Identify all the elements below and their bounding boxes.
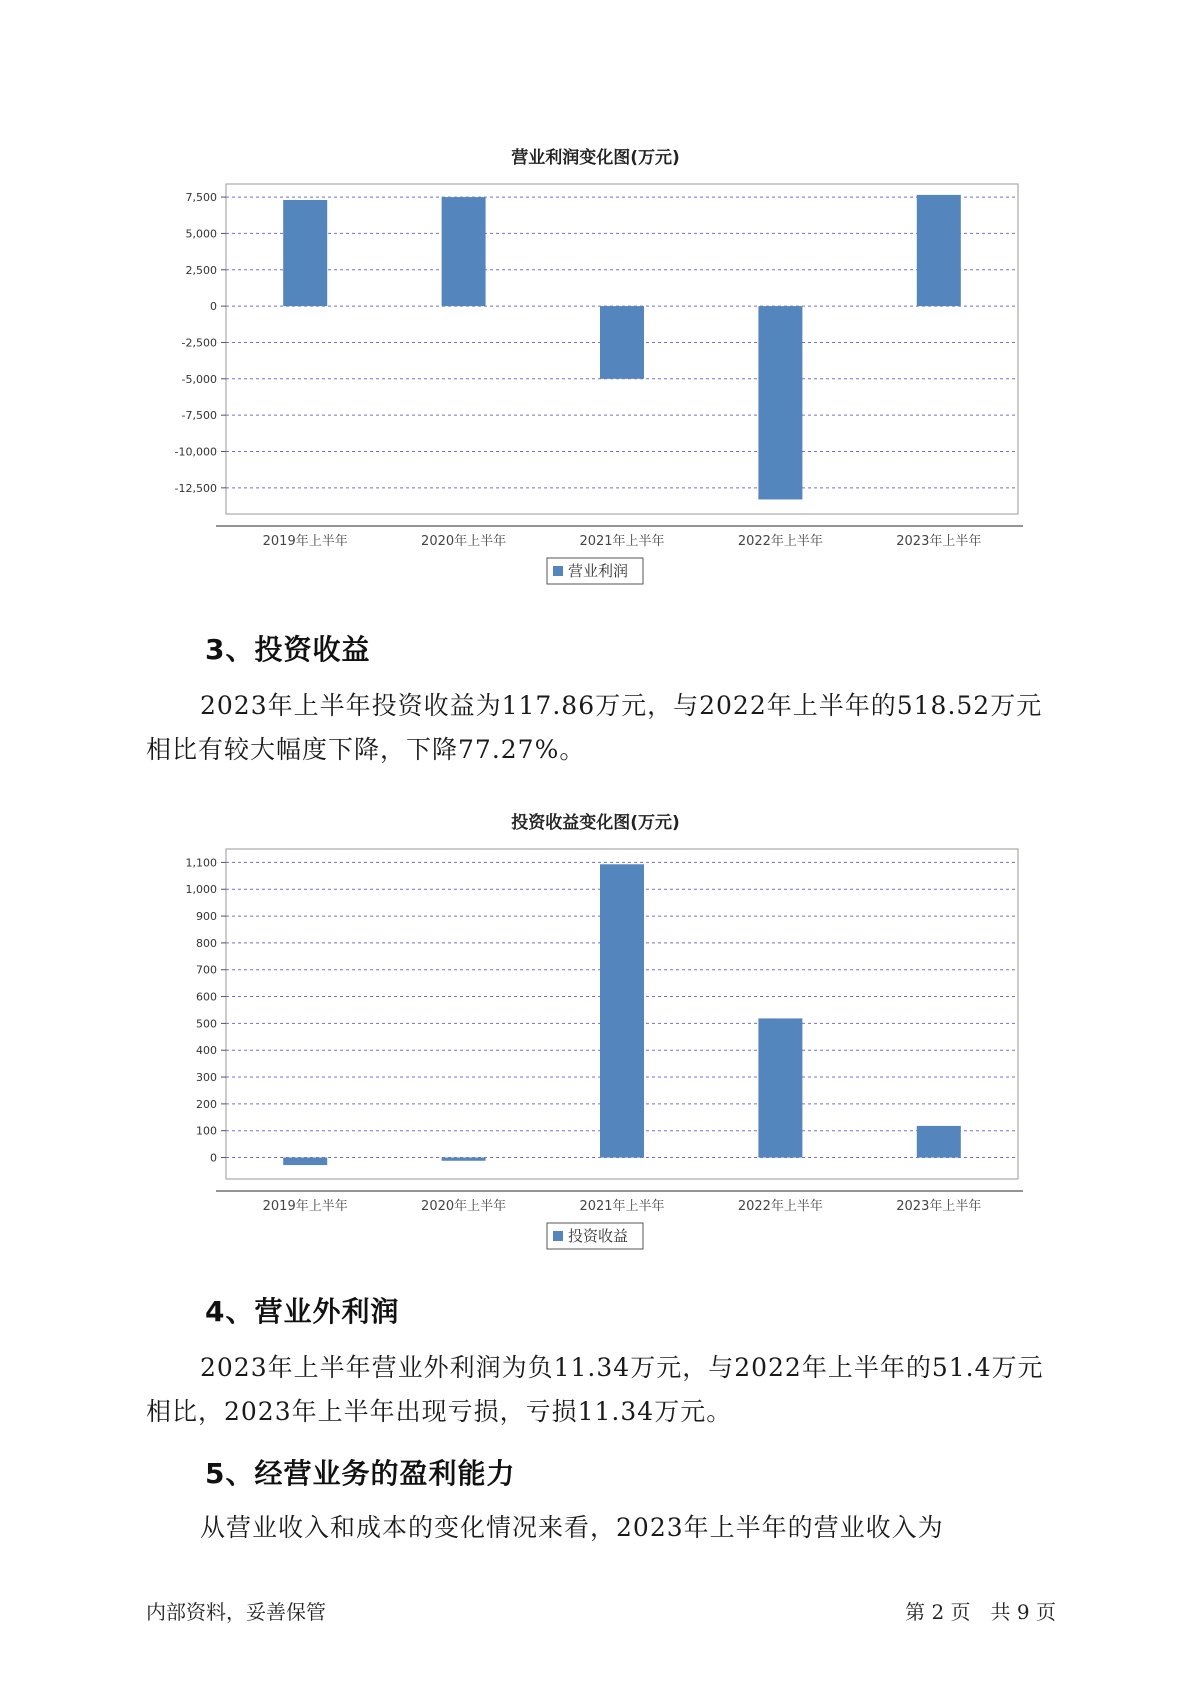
bar-2021年上半年 bbox=[600, 864, 644, 1157]
y-tick-label: -10,000 bbox=[174, 445, 217, 459]
y-tick-label: 200 bbox=[196, 1097, 217, 1111]
y-tick-label: 400 bbox=[196, 1044, 217, 1058]
section-paragraph-non-operating-profit bbox=[146, 1346, 1076, 1434]
y-tick-label: -12,500 bbox=[174, 481, 217, 495]
paragraph-line: 从营业收入和成本的变化情况来看，2023年上半年的营业收入为 bbox=[200, 1513, 944, 1542]
y-tick-label: 700 bbox=[196, 963, 217, 977]
paragraph-line: 2023年上半年投资收益为117.86万元，与2022年上半年的518.52万元 bbox=[200, 691, 1043, 720]
y-tick-label: 800 bbox=[196, 936, 217, 950]
y-tick-label: 500 bbox=[196, 1017, 217, 1031]
y-tick-label: 7,500 bbox=[185, 191, 217, 205]
investment-income-chart bbox=[0, 835, 1191, 1255]
section-paragraph-business-profitability bbox=[146, 1506, 1076, 1550]
bar-2023年上半年 bbox=[917, 195, 961, 306]
bar-2021年上半年 bbox=[600, 306, 644, 379]
y-tick-label: 300 bbox=[196, 1071, 217, 1085]
y-tick-label: 1,000 bbox=[185, 883, 217, 897]
x-tick-label: 2020年上半年 bbox=[421, 1199, 507, 1214]
operating-profit-chart bbox=[0, 170, 1191, 590]
x-tick-label: 2020年上半年 bbox=[421, 534, 507, 549]
y-tick-label: 2,500 bbox=[185, 263, 217, 277]
chart-title-operating-profit: 营业利润变化图(万元) bbox=[511, 148, 680, 168]
bar-2023年上半年 bbox=[917, 1126, 961, 1158]
x-tick-label: 2023年上半年 bbox=[896, 1199, 982, 1214]
legend-swatch bbox=[553, 566, 563, 576]
chart-title-investment-income: 投资收益变化图(万元) bbox=[511, 813, 680, 833]
x-tick-label: 2019年上半年 bbox=[262, 1199, 348, 1214]
y-tick-label: -2,500 bbox=[181, 336, 217, 350]
y-tick-label: 0 bbox=[210, 300, 217, 314]
y-tick-label: -5,000 bbox=[181, 372, 217, 386]
paragraph-line: 相比有较大幅度下降，下降77.27%。 bbox=[146, 735, 586, 764]
bar-2022年上半年 bbox=[758, 306, 802, 499]
paragraph-line: 2023年上半年营业外利润为负11.34万元，与2022年上半年的51.4万元 bbox=[200, 1353, 1044, 1382]
section-heading-non-operating-profit: 4、营业外利润 bbox=[205, 1295, 400, 1328]
x-tick-label: 2022年上半年 bbox=[737, 1199, 823, 1214]
y-tick-label: 100 bbox=[196, 1124, 217, 1138]
y-tick-label: 1,100 bbox=[185, 856, 217, 870]
section-heading-investment-income: 3、投资收益 bbox=[205, 633, 371, 666]
footer-page-number: 第 2 页 共 9 页 bbox=[905, 1600, 1056, 1624]
bar-2019年上半年 bbox=[283, 200, 327, 306]
paragraph-line: 相比，2023年上半年出现亏损，亏损11.34万元。 bbox=[146, 1397, 733, 1426]
section-paragraph-investment-income bbox=[146, 684, 1076, 772]
x-tick-label: 2023年上半年 bbox=[896, 534, 982, 549]
y-tick-label: 5,000 bbox=[185, 227, 217, 241]
bar-2022年上半年 bbox=[758, 1018, 802, 1157]
y-tick-label: 0 bbox=[210, 1151, 217, 1165]
x-tick-label: 2021年上半年 bbox=[579, 534, 665, 549]
legend-swatch bbox=[553, 1231, 563, 1241]
legend-label: 营业利润 bbox=[568, 562, 629, 580]
x-tick-label: 2019年上半年 bbox=[262, 534, 348, 549]
bar-2020年上半年 bbox=[442, 1158, 486, 1161]
bar-2019年上半年 bbox=[283, 1158, 327, 1166]
y-tick-label: 900 bbox=[196, 910, 217, 924]
x-tick-label: 2021年上半年 bbox=[579, 1199, 665, 1214]
y-tick-label: 600 bbox=[196, 990, 217, 1004]
x-tick-label: 2022年上半年 bbox=[737, 534, 823, 549]
legend-label: 投资收益 bbox=[568, 1227, 629, 1245]
bar-2020年上半年 bbox=[442, 197, 486, 306]
y-tick-label: -7,500 bbox=[181, 409, 217, 423]
section-heading-business-profitability: 5、经营业务的盈利能力 bbox=[205, 1457, 516, 1490]
footer-confidential-note: 内部资料，妥善保管 bbox=[146, 1600, 326, 1624]
